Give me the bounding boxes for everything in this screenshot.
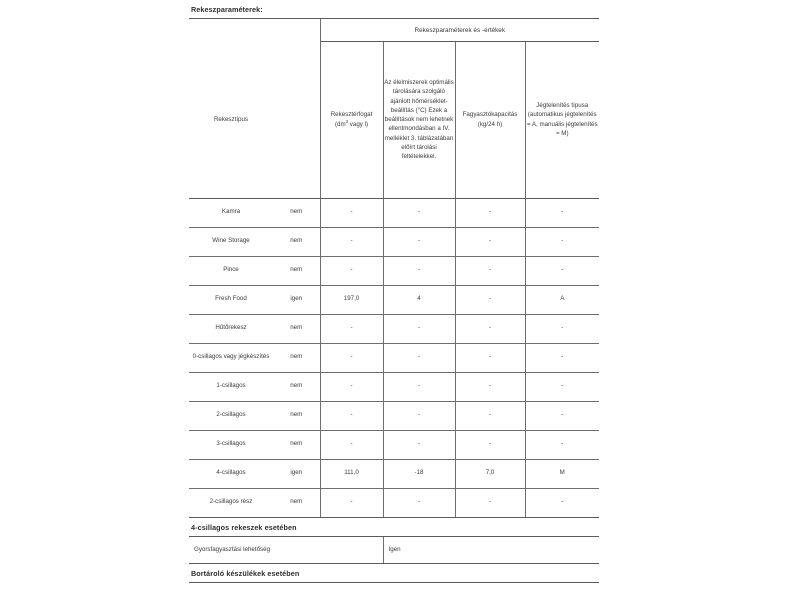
cell-freezing-capacity: - [455,430,525,459]
table-row [189,198,599,227]
table-row [189,459,599,488]
cell-chamber-type: 1-csillagos [189,372,273,401]
cell-defrost-type: - [525,314,599,343]
cell-chamber-type: 2-csillagos rész [189,488,273,517]
cell-present: nem [273,372,320,401]
cell-temperature: - [383,401,455,430]
cell-freezing-capacity: 7,0 [455,459,525,488]
column-header-chamber-type: Rekesztípus [189,42,273,199]
cell-volume: - [320,430,383,459]
cell-freezing-capacity: - [455,256,525,285]
chamber-parameters-table [189,18,599,518]
cell-chamber-type: Kamra [189,198,273,227]
cell-present: nem [273,198,320,227]
cell-freezing-capacity: - [455,227,525,256]
cell-present: igen [273,459,320,488]
cell-volume: - [320,372,383,401]
cell-chamber-type: 0-csillagos vagy jégkészítés [189,343,273,372]
cell-volume: - [320,401,383,430]
table-row [189,430,599,459]
cell-chamber-type: Wine Storage [189,227,273,256]
fast-freeze-value: Igen [383,536,599,563]
cell-freezing-capacity: - [455,401,525,430]
cell-chamber-type: 2-csillagos [189,401,273,430]
column-header-defrost-type: Jégtelenítés típusa (automatikus jégtelenítés = A, manuális jégtelenítés = M) [525,42,599,199]
cell-defrost-type: A [525,285,599,314]
cell-volume: - [320,343,383,372]
cell-defrost-type: - [525,430,599,459]
cell-volume: - [320,314,383,343]
cell-freezing-capacity: - [455,343,525,372]
column-header-storage-temperature: Az élelmiszerek optimális tárolására szolgáló ajánlott hőmérséklet-beállítás (°C) Ezek a beállítások nem lehetnek ellentmondásban a IV. melléklet 3. táblázatában előírt tárolási feltételekkel. [383,42,455,199]
cell-defrost-type: - [525,343,599,372]
cell-volume: - [320,198,383,227]
group-header-label: Rekeszparaméterek és -értékek [320,19,599,42]
section-heading-chamber-parameters: Rekeszparaméterek: [191,5,263,14]
column-header-volume [320,42,383,199]
table-row [189,314,599,343]
column-header-volume-line2-post: vagy l) [348,120,369,128]
cell-temperature: - [383,343,455,372]
cell-volume: 197,0 [320,285,383,314]
cell-temperature: - [383,198,455,227]
column-header-volume-line2-pre: (dm [334,120,346,128]
table-row [189,285,599,314]
cell-temperature: - [383,488,455,517]
cell-temperature: - [383,430,455,459]
cell-chamber-type: Pince [189,256,273,285]
cell-present: nem [273,343,320,372]
cell-present: nem [273,401,320,430]
table-column-header-row [189,42,599,199]
section-heading-wine-storage-appliances: Bortároló készülékek esetében [191,568,300,578]
group-header-spacer [189,19,320,42]
table-row [189,488,599,517]
table-row [189,343,599,372]
cell-chamber-type: 4-csillagos [189,459,273,488]
cell-present: nem [273,430,320,459]
cell-temperature: - [383,256,455,285]
cell-volume: - [320,488,383,517]
cell-chamber-type: Fresh Food [189,285,273,314]
table-row [189,401,599,430]
cell-chamber-type: 3-csillagos [189,430,273,459]
bottom-divider [189,582,599,583]
document-content [189,0,599,583]
cell-defrost-type: - [525,227,599,256]
cell-freezing-capacity: - [455,285,525,314]
cell-temperature: -18 [383,459,455,488]
cell-defrost-type: - [525,372,599,401]
cell-volume: - [320,256,383,285]
cell-freezing-capacity: - [455,314,525,343]
fast-freeze-row [189,536,599,563]
cell-temperature: - [383,372,455,401]
fast-freeze-table [189,536,599,564]
column-header-volume-exponent: 3 [345,118,349,124]
table-row [189,372,599,401]
cell-temperature: 4 [383,285,455,314]
column-header-present [273,42,320,199]
cell-defrost-type: - [525,488,599,517]
cell-volume: 111,0 [320,459,383,488]
column-header-freezing-capacity: Fagyasztókapacitás (kg/24 h) [455,42,525,199]
cell-defrost-type: - [525,256,599,285]
cell-volume: - [320,227,383,256]
table-row [189,227,599,256]
fast-freeze-label: Gyorsfagyasztási lehetőség [189,536,383,563]
cell-defrost-type: M [525,459,599,488]
cell-temperature: - [383,314,455,343]
cell-freezing-capacity: - [455,198,525,227]
cell-present: nem [273,256,320,285]
section-heading-four-star-compartments: 4-csillagos rekeszek esetében [191,522,297,532]
table-group-header-row [189,19,599,42]
table-row [189,256,599,285]
cell-defrost-type: - [525,401,599,430]
cell-present: igen [273,285,320,314]
cell-freezing-capacity: - [455,488,525,517]
cell-temperature: - [383,227,455,256]
cell-present: nem [273,488,320,517]
cell-chamber-type: Hűtőrekesz [189,314,273,343]
cell-freezing-capacity: - [455,372,525,401]
column-header-volume-line1: Rekesztérfogat [330,111,373,119]
cell-defrost-type: - [525,198,599,227]
cell-present: nem [273,227,320,256]
cell-present: nem [273,314,320,343]
